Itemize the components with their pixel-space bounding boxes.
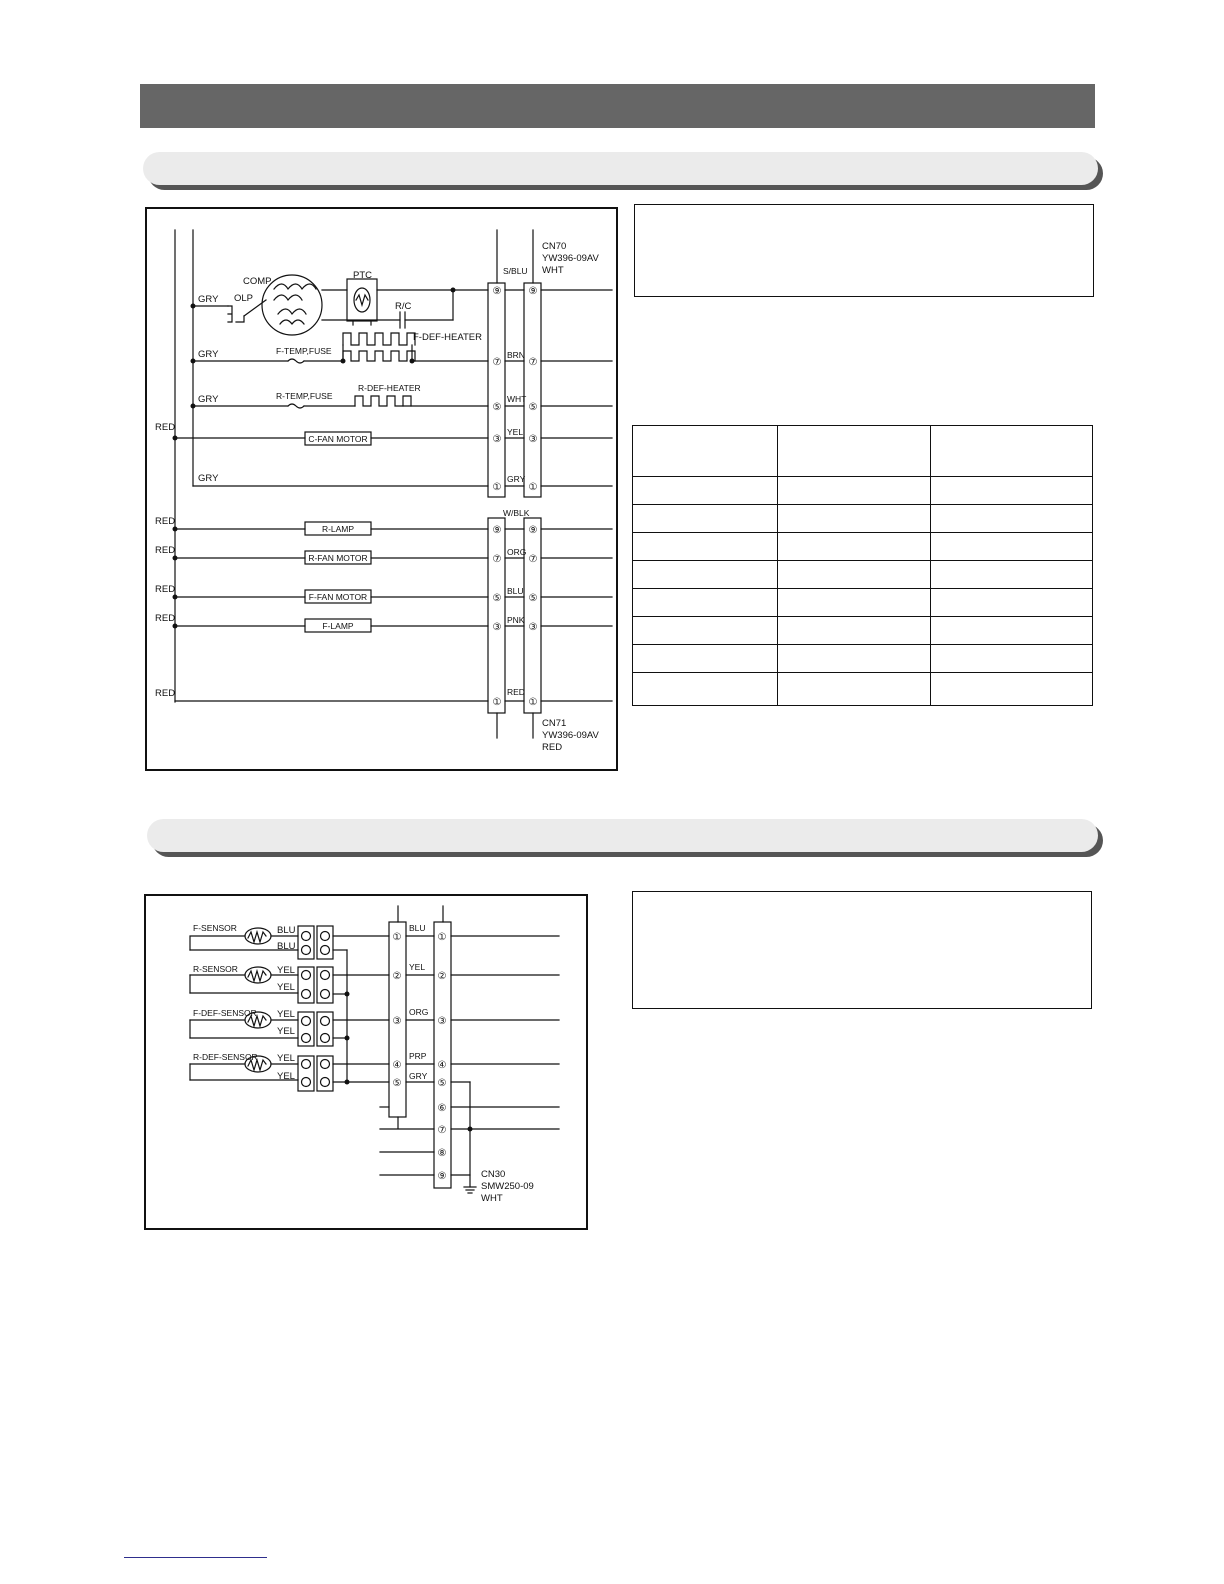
pin-number: ⑤ <box>528 402 538 413</box>
label-f-sensor: F-SENSOR <box>193 923 237 933</box>
sensor-wire-label: YEL <box>277 982 295 993</box>
pin-number: ⑨ <box>492 286 502 297</box>
cn30-wire-label: PRP <box>409 1051 427 1061</box>
cn70-name: CN70 <box>542 241 567 252</box>
cn70-wire-label: YEL <box>507 427 524 437</box>
cn30-wire-label: BLU <box>409 923 426 933</box>
pin-number: ④ <box>437 1060 447 1071</box>
label-comp: COMP <box>243 276 272 287</box>
sensor-wire-label: BLU <box>277 941 296 952</box>
cn71-wire-label: BLU <box>507 586 524 596</box>
footer-rule <box>124 1557 267 1558</box>
pin-number: ⑦ <box>528 554 538 565</box>
cn30-part: SMW250-09 <box>481 1181 534 1192</box>
sensor-wire-label: YEL <box>277 1071 295 1082</box>
wire-red: RED <box>155 584 176 595</box>
label-f-def-sensor: F-DEF-SENSOR <box>193 1008 257 1018</box>
cn71-part: YW396-09AV <box>542 730 599 741</box>
sensor-wire-label: BLU <box>277 925 296 936</box>
label-r-lamp: R-LAMP <box>321 524 355 534</box>
cn70-color: WHT <box>542 265 564 276</box>
pin-number: ③ <box>492 622 502 633</box>
pin-number: ⑦ <box>528 357 538 368</box>
label-r-def-sensor: R-DEF-SENSOR <box>193 1052 258 1062</box>
label-rc: R/C <box>395 301 412 312</box>
label-f-temp-fuse: F-TEMP,FUSE <box>276 346 332 356</box>
cn71-wire-label: PNK <box>507 615 525 625</box>
wire-red: RED <box>155 422 176 433</box>
pin-number: ③ <box>437 1016 447 1027</box>
pin-number: ① <box>392 932 402 943</box>
wire-gry: GRY <box>198 349 219 360</box>
pin-number: ① <box>492 482 502 493</box>
wire-red: RED <box>155 516 176 527</box>
label-r-def-heater: R-DEF-HEATER <box>358 383 421 393</box>
sensor-wire-label: YEL <box>277 1026 295 1037</box>
label-c-fan-motor: C-FAN MOTOR <box>308 434 368 444</box>
pin-number: ⑤ <box>392 1078 402 1089</box>
sensor-wire-label: YEL <box>277 1053 295 1064</box>
cn71-name: CN71 <box>542 718 567 729</box>
pin-number: ⑤ <box>492 593 502 604</box>
pin-number: ③ <box>492 434 502 445</box>
pin-number: ③ <box>528 622 538 633</box>
pin-number: ⑧ <box>437 1148 447 1159</box>
label-r-sensor: R-SENSOR <box>193 964 238 974</box>
wire-red: RED <box>155 613 176 624</box>
label-ptc: PTC <box>353 270 372 281</box>
label-r-fan-motor: R-FAN MOTOR <box>308 553 368 563</box>
pin-number: ⑥ <box>437 1103 447 1114</box>
wire-gry: GRY <box>198 294 219 305</box>
pin-number: ⑨ <box>528 286 538 297</box>
pin-number: ① <box>492 697 502 708</box>
pin-number: ② <box>437 971 447 982</box>
pin-number: ⑦ <box>437 1125 447 1136</box>
pin-number: ⑨ <box>437 1171 447 1182</box>
cn70-wire-label: S/BLU <box>503 266 528 276</box>
cn70-part: YW396-09AV <box>542 253 599 264</box>
cn30-name: CN30 <box>481 1169 506 1180</box>
pin-number: ⑦ <box>492 554 502 565</box>
wire-gry: GRY <box>198 394 219 405</box>
label-f-lamp: F-LAMP <box>322 621 354 631</box>
cn70-wire-label: BRN <box>507 350 525 360</box>
label-f-def-heater: F-DEF-HEATER <box>413 332 482 343</box>
label-f-fan-motor: F-FAN MOTOR <box>308 592 368 602</box>
sensor-wire-label: YEL <box>277 965 295 976</box>
pin-number: ⑤ <box>492 402 502 413</box>
cn71-wire-label: RED <box>507 687 525 697</box>
cn30-wire-label: YEL <box>409 962 426 972</box>
label-r-temp-fuse: R-TEMP,FUSE <box>276 391 333 401</box>
label-olp: OLP <box>234 293 254 304</box>
wire-red: RED <box>155 545 176 556</box>
pin-number: ③ <box>392 1016 402 1027</box>
pin-number: ⑦ <box>492 357 502 368</box>
cn71-color: RED <box>542 742 563 753</box>
pin-number: ① <box>437 932 447 943</box>
cn70-wire-label: GRY <box>507 474 526 484</box>
pin-number: ② <box>392 971 402 982</box>
cn30-color: WHT <box>481 1193 503 1204</box>
pin-number: ⑨ <box>492 525 502 536</box>
wire-red: RED <box>155 688 176 699</box>
cn30-wire-label: GRY <box>409 1071 428 1081</box>
pin-number: ③ <box>528 434 538 445</box>
cn30-wire-label: ORG <box>409 1007 429 1017</box>
pin-number: ① <box>528 482 538 493</box>
sensor-wire-label: YEL <box>277 1009 295 1020</box>
cn71-wire-label: ORG <box>507 547 527 557</box>
pin-number: ⑤ <box>528 593 538 604</box>
pin-number: ④ <box>392 1060 402 1071</box>
pin-number: ⑤ <box>437 1078 447 1089</box>
pin-number: ⑨ <box>528 525 538 536</box>
cn71-wire-label: W/BLK <box>503 508 530 518</box>
wire-gry: GRY <box>198 473 219 484</box>
pin-number: ① <box>528 697 538 708</box>
cn70-wire-label: WHT <box>507 394 527 404</box>
